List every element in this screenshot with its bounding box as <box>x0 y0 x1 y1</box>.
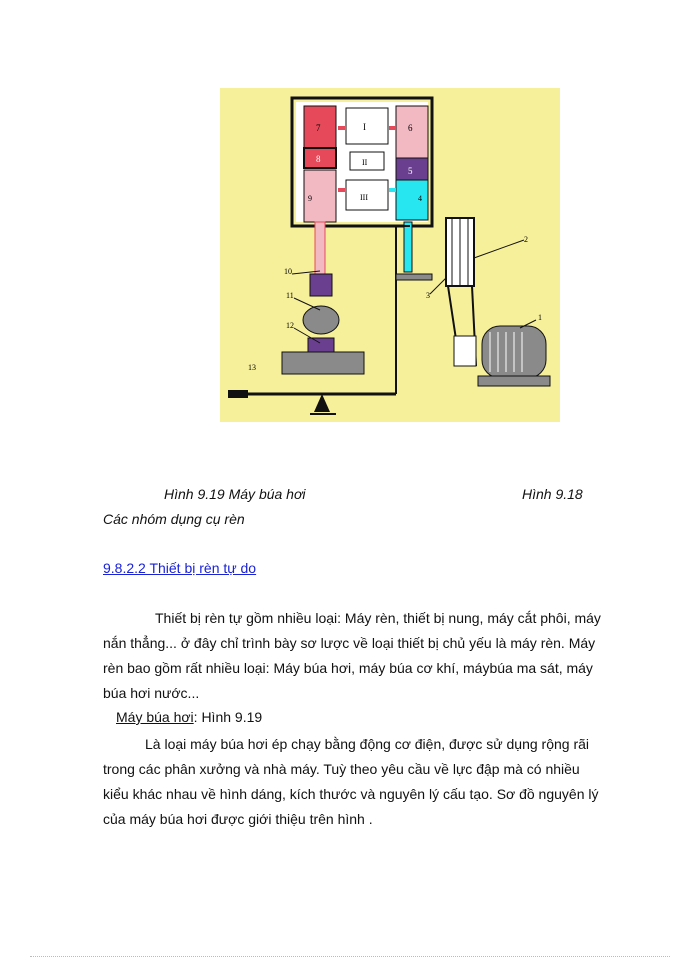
label-7: 7 <box>316 123 321 133</box>
hammer-diagram <box>220 88 560 422</box>
figure-caption <box>0 486 700 506</box>
caption-second-line: Các nhóm dụng cụ rèn <box>103 511 245 527</box>
chamber-4 <box>396 180 428 220</box>
caption-right: Hình 9.18 <box>522 486 583 502</box>
subheading-ref: : Hình 9.19 <box>193 709 263 725</box>
section-heading-link[interactable]: 9.8.2.2 Thiết bị rèn tự do <box>103 560 257 576</box>
valve-I <box>346 108 388 144</box>
steam-hammer-figure <box>220 88 560 422</box>
label-11: 11 <box>286 291 294 300</box>
label-9: 9 <box>308 194 312 203</box>
hammer-rod <box>315 222 325 274</box>
hammer-head-10 <box>310 274 332 296</box>
label-3: 3 <box>426 291 430 300</box>
label-II: II <box>362 158 368 167</box>
label-12: 12 <box>286 321 294 330</box>
label-4: 4 <box>418 194 422 203</box>
anvil-base <box>282 352 364 374</box>
label-5: 5 <box>408 166 413 176</box>
subheading-term: Máy búa hơi <box>116 709 194 725</box>
label-1: 1 <box>538 313 542 322</box>
label-13: 13 <box>248 363 256 372</box>
paragraph-1: Thiết bị rèn tự gồm nhiều loại: Máy rèn, thiết bị nung, máy cắt phôi, máy nắn thẳng... ở đây chỉ trình bày sơ lược về loại thiết bị chủ yếu là máy rèn. Máy rèn bao gồm rất nhiều loại: Máy búa hơi, máy búa cơ khí, máybúa ma sát, máy búa hơi nước... <box>103 610 601 701</box>
label-6: 6 <box>408 123 413 133</box>
label-I: I <box>363 122 366 132</box>
label-10: 10 <box>284 267 292 276</box>
label-8: 8 <box>316 154 321 164</box>
label-III: III <box>360 193 368 202</box>
label-2: 2 <box>524 235 528 244</box>
compressor-rod <box>404 222 412 272</box>
motor-pulley <box>454 336 476 366</box>
workpiece-11 <box>303 306 339 334</box>
paragraph-2: Là loại máy búa hơi ép chạy bằng động cơ điện, được sử dụng rộng rãi trong các phân xưởng và nhà máy. Tuỳ theo yêu cầu về lực đập mà có nhiều kiểu khác nhau về hình dáng, kích thước và nguyên lý cấu tạo. Sơ đồ nguyên lý của máy búa hơi được giới thiệu trên hình . <box>103 736 599 827</box>
caption-left: Hình 9.19 Máy búa hơi <box>164 486 306 502</box>
subheading <box>116 709 262 725</box>
crank <box>396 274 432 280</box>
page-divider <box>30 956 670 957</box>
